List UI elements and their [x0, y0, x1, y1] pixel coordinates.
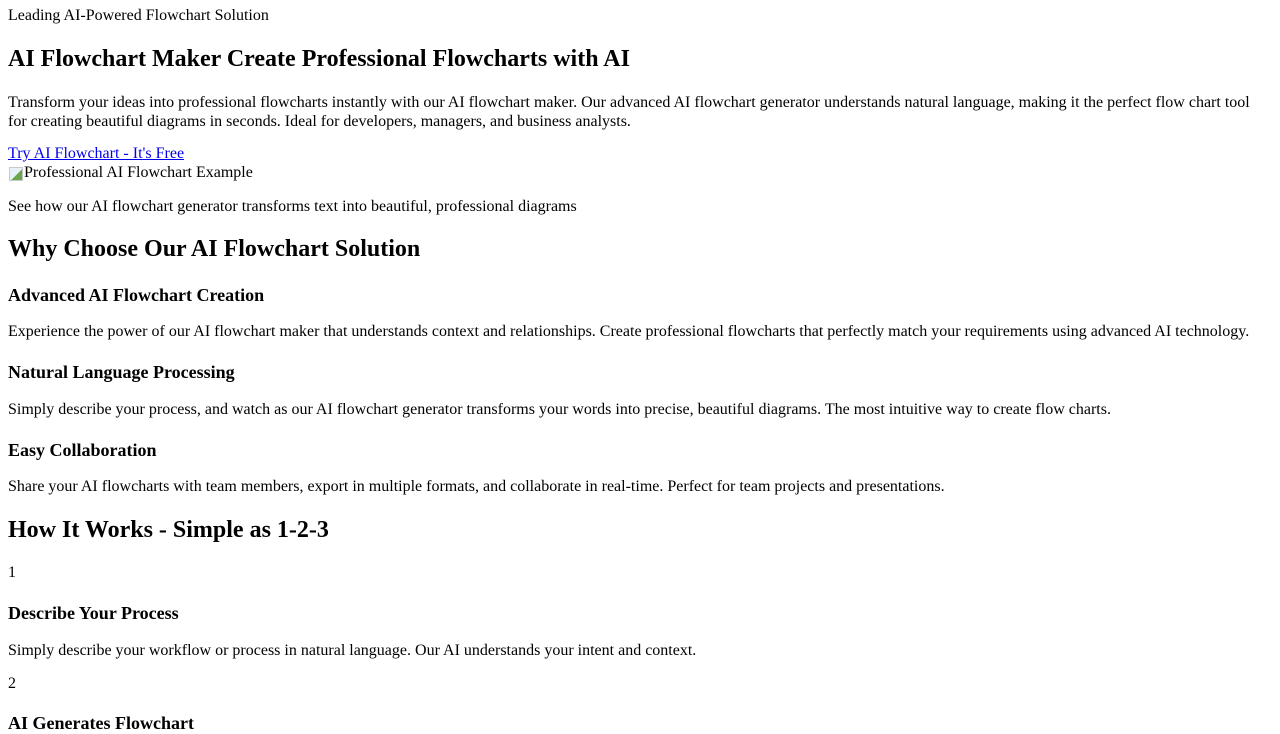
features-heading: Why Choose Our AI Flowchart Solution: [8, 236, 421, 262]
hero-image: [8, 164, 253, 182]
how-it-works-heading: How It Works - Simple as 1-2-3: [8, 517, 329, 543]
feature-description: Simply describe your process, and watch as our AI flowchart generator transforms your words into precise, beautiful diagrams. The most intuitive way to create flow charts.: [8, 401, 1111, 418]
hero-description: Transform your ideas into professional flowcharts instantly with our AI flowchart maker. Our advanced AI flowchart generator understands natural language, making it the perfect flow chart tool for creating beautiful diagrams in seconds. Ideal for developers, managers, and business analysts.: [8, 94, 1250, 130]
feature-title: Natural Language Processing: [8, 362, 235, 382]
step-title: Describe Your Process: [8, 603, 179, 623]
feature-title: Easy Collaboration: [8, 440, 157, 460]
page-title: AI Flowchart Maker Create Professional Flowcharts with AI: [8, 46, 630, 72]
feature-description: Experience the power of our AI flowchart maker that understands context and relationships. Create professional flowcharts that perfectly match your requirements using advanced AI technology.: [8, 323, 1250, 340]
feature-title: Advanced AI Flowchart Creation: [8, 285, 265, 305]
try-free-link[interactable]: Try AI Flowchart - It's Free: [8, 145, 185, 162]
feature-description: Share your AI flowcharts with team members, export in multiple formats, and collaborate in real-time. Perfect for team projects and presentations.: [8, 478, 945, 495]
step-title: AI Generates Flowchart: [8, 713, 194, 733]
step-number: 1: [8, 564, 16, 581]
hero-badge: Leading AI-Powered Flowchart Solution: [8, 7, 269, 24]
hero-image-caption: See how our AI flowchart generator transforms text into beautiful, professional diagrams: [8, 198, 577, 215]
step-description: Simply describe your workflow or process in natural language. Our AI understands your intent and context.: [8, 642, 697, 659]
broken-image-icon: [8, 165, 24, 181]
step-number: 2: [8, 675, 16, 692]
hero-image-alt: Professional AI Flowchart Example: [24, 164, 253, 181]
